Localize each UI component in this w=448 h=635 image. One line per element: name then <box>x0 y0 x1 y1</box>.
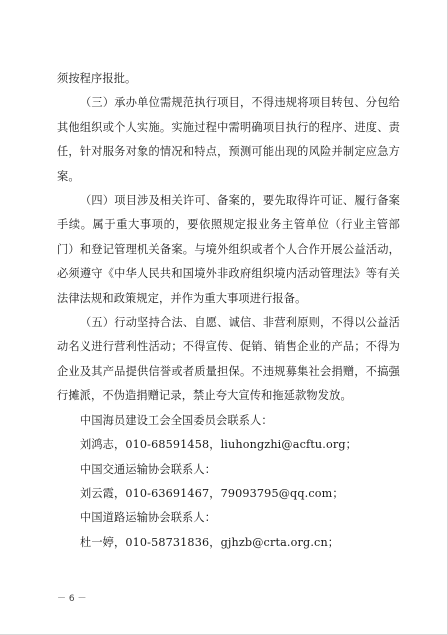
paragraph-item-5: （五）行动坚持合法、自愿、诚信、非营利原则，不得以公益活动名义进行营利性活动；不得宣传、促销、销售企业的产品；不得为企业及其产品提供信誉或者质量担保。不违规募集社会捐赠，不搞强行摊派，不伪造捐赠记录，禁止夸大宣传和拖延款物发放。 <box>57 316 400 403</box>
paragraph-continuation: 须按程序报批。 <box>57 72 137 85</box>
contact-detail-road-transport-association: 杜一婷，010-58731836，gjhzb@crta.org.cn； <box>80 535 340 549</box>
paragraph-item-3: （三）承办单位需规范执行项目，不得违规将项目转包、分包给其他组织或个人实施。实施过程中需明确项目执行的程序、进度、责任，针对服务对象的情况和特点，预测可能出现的风险并制定应急方案。 <box>57 96 400 183</box>
contact-org-seafarers-union: 中国海员建设工会全国委员会联系人： <box>80 413 273 427</box>
contact-org-transport-association: 中国交通运输协会联系人： <box>80 462 217 476</box>
contact-org-road-transport-association: 中国道路运输协会联系人： <box>80 511 217 525</box>
paragraph-item-4: （四）项目涉及相关许可、备案的，要先取得许可证、履行备案手续。属于重大事项的，要依照规定报业务主管单位（行业主管部门）和登记管理机关备案。与境外组织或者个人合作开展公益活动，必须遵守《中华人民共和国境外非政府组织境内活动管理法》等有关法律法规和政策规定，并作为重大事项进行报备。 <box>57 194 400 305</box>
body-text <box>57 67 400 555</box>
page-number: － 6 － <box>57 594 87 604</box>
contact-detail-seafarers-union: 刘鸿志，010-68591458，liuhongzhi@acftu.org； <box>80 438 358 452</box>
contact-detail-transport-association: 刘云霞，010-63691467，79093795@qq.com； <box>80 486 344 500</box>
